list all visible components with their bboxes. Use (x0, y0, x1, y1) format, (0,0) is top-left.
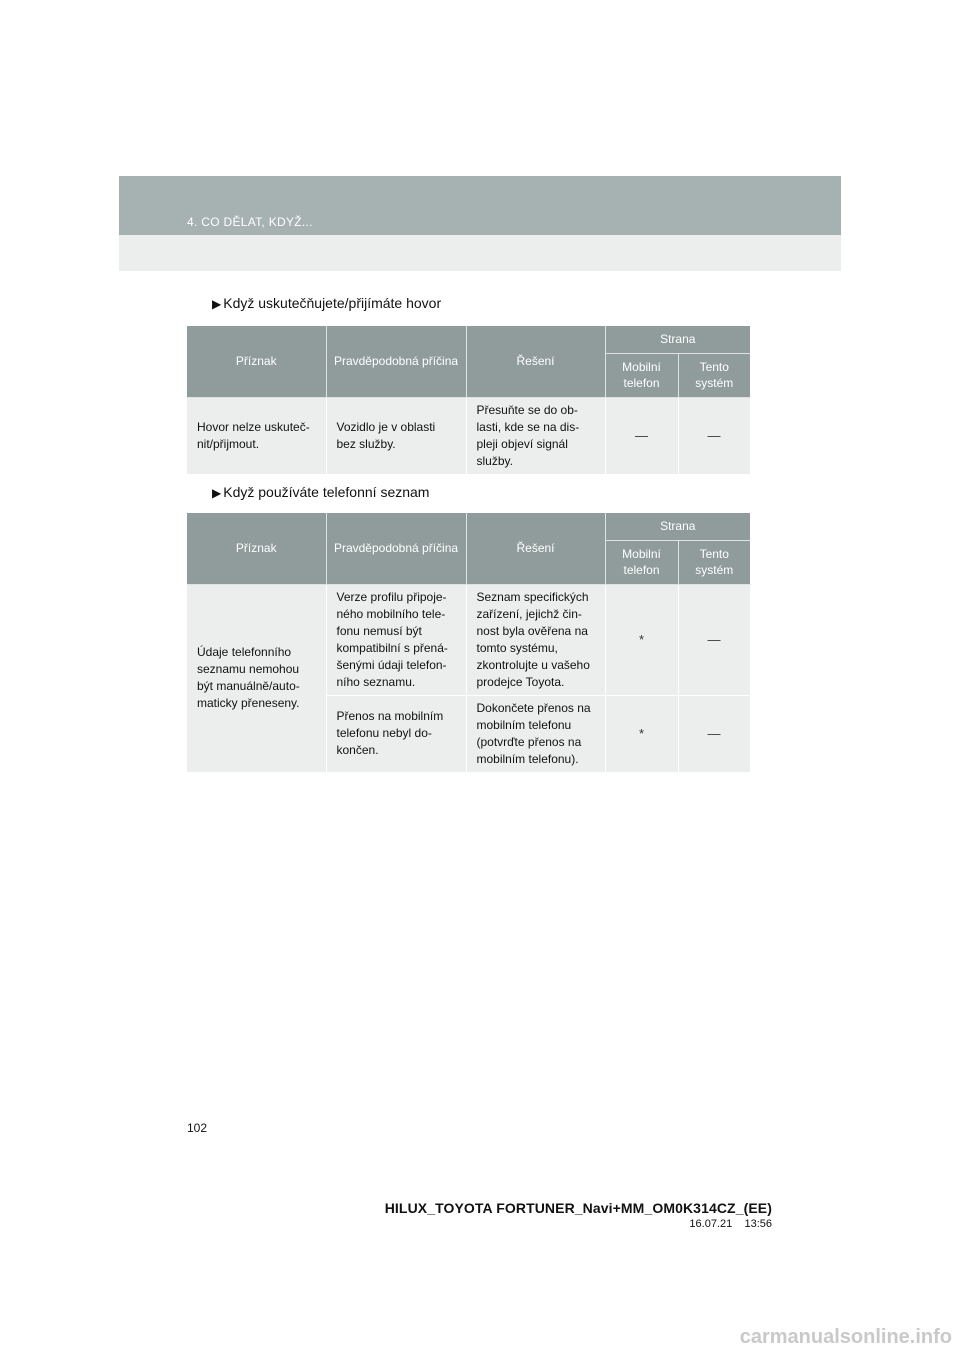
cell-system-page: — (678, 584, 750, 695)
print-time-value: 13:56 (744, 1218, 772, 1230)
col-header-phone: Mobilní telefon (605, 353, 678, 397)
section-header-title: 4. CO DĚLAT, KDYŽ... (187, 215, 313, 229)
col-header-solution: Řešení (466, 513, 605, 584)
section-title-phonebook (212, 484, 429, 500)
cell-symptom: Hovor nelze uskuteč-nit/přijmout. (187, 397, 326, 474)
watermark: carmanualsonline.info (739, 1326, 952, 1348)
header-subband (119, 235, 841, 271)
cell-phone-page: * (605, 695, 678, 772)
table-row (187, 584, 750, 695)
cell-cause: Verze profilu připoje-ného mobilního tele-fonu nemusí být kompatibilní s přená-šenými údaji telefon-ního seznamu. (326, 584, 466, 695)
section-title-calls (212, 295, 441, 311)
cell-phone-page: — (605, 397, 678, 474)
table-phonebook (187, 513, 751, 773)
cell-phone-page: * (605, 584, 678, 695)
cell-system-page: — (678, 695, 750, 772)
header-band (119, 176, 841, 235)
col-header-symptom: Příznak (187, 326, 326, 397)
col-header-cause: Pravděpodobná příčina (326, 326, 466, 397)
cell-solution: Seznam specifických zařízení, jejichž čin-nost byla ověřena na tomto systému, zkontrolujte u vašeho prodejce Toyota. (466, 584, 605, 695)
print-date (689, 1218, 772, 1230)
cell-system-page: — (678, 397, 750, 474)
col-header-system: Tento systém (678, 353, 750, 397)
triangle-bullet-icon: ▶ (212, 297, 222, 311)
col-header-symptom: Příznak (187, 513, 326, 584)
col-header-page: Strana (605, 513, 750, 540)
col-header-cause: Pravděpodobná příčina (326, 513, 466, 584)
section-title-text: Když uskutečňujete/přijímáte hovor (223, 295, 442, 311)
cell-cause: Přenos na mobilním telefonu nebyl do-končen. (326, 695, 466, 772)
manual-code: HILUX_TOYOTA FORTUNER_Navi+MM_OM0K314CZ_(EE) (384, 1200, 772, 1216)
cell-cause: Vozidlo je v oblasti bez služby. (326, 397, 466, 474)
col-header-solution: Řešení (466, 326, 605, 397)
table-calls (187, 326, 751, 475)
cell-solution: Dokončete přenos na mobilním telefonu (potvrďte přenos na mobilním telefonu). (466, 695, 605, 772)
col-header-system: Tento systém (678, 540, 750, 584)
page-number: 102 (187, 1121, 208, 1135)
col-header-phone: Mobilní telefon (605, 540, 678, 584)
cell-symptom: Údaje telefonního seznamu nemohou být manuálně/auto-maticky přeneseny. (187, 584, 326, 772)
section-title-text: Když používáte telefonní seznam (223, 484, 430, 500)
print-date-value: 16.07.21 (689, 1218, 733, 1230)
col-header-page: Strana (605, 326, 750, 353)
cell-solution: Přesuňte se do ob-lasti, kde se na dis-pleji objeví signál služby. (466, 397, 605, 474)
table-row (187, 397, 750, 474)
triangle-bullet-icon: ▶ (212, 486, 222, 500)
